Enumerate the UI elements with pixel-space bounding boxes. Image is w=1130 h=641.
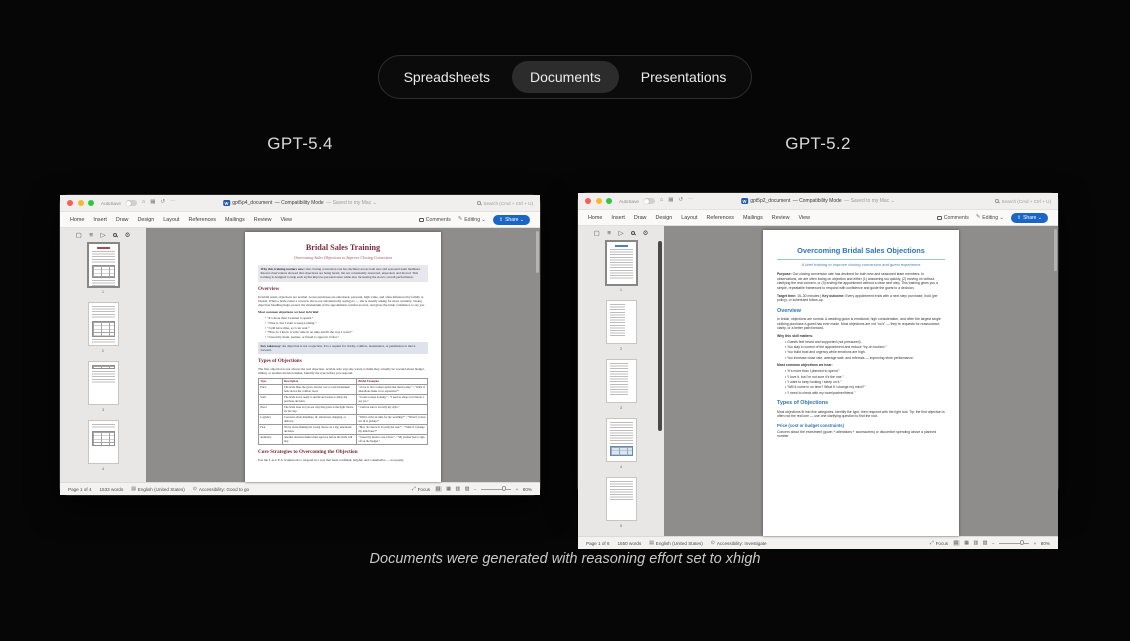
ribbon-tab-design[interactable]: Design xyxy=(655,214,673,221)
ribbon-right-group xyxy=(419,215,530,225)
ribbon-menu xyxy=(588,215,810,221)
table-cell: Worry about making the wrong choice on a big, emotional decision. xyxy=(282,425,356,435)
thumbnail-number: 2 xyxy=(619,346,623,351)
ribbon-tab-mailings[interactable]: Mailings xyxy=(225,216,245,223)
search-field[interactable] xyxy=(477,201,533,206)
doc-intro-callout xyxy=(258,265,428,282)
doc-bullet: • Guests feel heard and supported (not pressured). xyxy=(785,340,945,345)
table-cell: Logistics xyxy=(259,415,283,425)
page-icon[interactable]: ▢ xyxy=(75,232,82,239)
pencil-icon: ✎ xyxy=(457,215,463,222)
accessibility-status[interactable] xyxy=(193,487,249,492)
autosave-label: AutoSave xyxy=(619,198,639,204)
ribbon-tab-insert[interactable]: Insert xyxy=(93,216,107,223)
document-canvas[interactable] xyxy=(664,226,1058,536)
zoom-percent[interactable]: 80% xyxy=(522,486,532,492)
share-label: Share ⌄ xyxy=(505,216,524,223)
compatibility-mode-label: — Compatibility Mode xyxy=(274,200,324,206)
accessibility-icon: ⊙ xyxy=(192,486,197,492)
table-cell: Authority xyxy=(259,435,283,445)
doc-outcome-lead: Key outcome: xyxy=(822,293,845,298)
doc-bullet: • You increase close rate, average sale, and referrals — improving store performance. xyxy=(785,356,945,361)
outline-view-icon[interactable]: ▥ xyxy=(455,485,461,492)
doc-bullet: • You stay in control of the appointment and reduce “try-on tourism.” xyxy=(785,345,945,350)
more-icon[interactable]: ⋯ xyxy=(170,199,176,206)
doc-subtitle: A brief training to improve closing conversion and guest experience xyxy=(801,261,921,267)
table-cell: Fear xyxy=(259,425,283,435)
doc-subheading-price: Price (cost or budget constraints) xyxy=(777,422,845,428)
traffic-lights xyxy=(585,198,612,204)
ribbon-tab-draw[interactable]: Draw xyxy=(115,216,129,223)
more-icon[interactable]: ⋯ xyxy=(688,197,694,204)
tab-presentations[interactable]: Presentations xyxy=(640,69,727,85)
doc-paragraph: Concern about the investment (gown + alterations + accessories) or discomfort spending above a planned number. xyxy=(777,429,937,439)
zoom-slider[interactable] xyxy=(999,543,1029,544)
table-cell: “Will it arrive in time for my wedding?” / “What if it does not fit at pickup?” xyxy=(357,415,428,425)
dictionary-icon: ▤ xyxy=(649,540,654,546)
focus-label: Focus xyxy=(417,486,431,492)
share-icon: ⇧ xyxy=(498,216,504,223)
web-layout-view-icon[interactable]: ▦ xyxy=(964,539,969,546)
doc-list-lead: Why this skill matters: xyxy=(777,333,813,338)
share-button[interactable] xyxy=(1011,213,1048,223)
thumbnail-number: 1 xyxy=(101,289,105,294)
table-cell: “I need my mom to see it first.” / “My partner has to sign off on the budget.” xyxy=(357,435,428,445)
page-thumbnail[interactable] xyxy=(606,300,637,344)
thumbnail-number: 1 xyxy=(619,287,623,292)
reading-icon[interactable]: ▷ xyxy=(100,232,106,239)
doc-purpose-text: Our closing conversion rate has declined for both new and seasoned team members. In observations, we are often losing on objection and either (1) answering too quickly, (2) moving on without clarifying the real concern, or (3) ending the appointment without a clear next step. This training gives you a simple, repeatable framework to respond with confidence and guide the guest to a decision. xyxy=(777,272,938,290)
accessibility-status[interactable] xyxy=(711,541,767,546)
accessibility-label: Accessibility: Good to go xyxy=(198,486,250,492)
doc-list-lead: Most common objections we hear in bridal: xyxy=(258,310,320,315)
doc-bullet-list xyxy=(777,369,945,395)
zoom-in-button[interactable]: + xyxy=(1033,540,1037,546)
word-doc-icon: W xyxy=(742,198,747,204)
traffic-lights xyxy=(67,200,94,206)
table-cell: Price xyxy=(259,385,283,395)
doc-paragraph xyxy=(777,294,945,303)
language-label: English (United States) xyxy=(137,486,185,492)
sidebar-toolbar xyxy=(76,231,131,239)
table-row xyxy=(259,415,428,425)
zoom-percent[interactable]: 80% xyxy=(1040,540,1050,546)
maximize-icon[interactable] xyxy=(606,198,612,204)
headings-list-icon[interactable]: ≡ xyxy=(607,229,612,237)
word-window-left xyxy=(60,195,540,495)
word-doc-icon: W xyxy=(224,200,229,206)
ribbon-tab-review[interactable]: Review xyxy=(771,214,790,221)
model-label-left: GPT-5.4 xyxy=(267,134,333,153)
doc-takeaway-text: An objection is not a rejection. It is a request for clarity, comfort, reassurance, or permission to move forward. xyxy=(260,343,416,353)
ribbon-tab-home[interactable]: Home xyxy=(588,214,603,221)
page-thumbnail[interactable] xyxy=(88,302,119,346)
accessibility-label: Accessibility: Investigate xyxy=(716,540,767,546)
thumbnail-number: 3 xyxy=(101,407,105,412)
ribbon-right-group xyxy=(937,213,1048,223)
filename: gpt5p2_document xyxy=(750,198,791,204)
ribbon-tab-references[interactable]: References xyxy=(188,216,217,223)
document-scrollbar[interactable] xyxy=(536,231,539,273)
doc-bullet: • “I want to keep looking / sleep on it.” xyxy=(785,380,945,385)
language-status[interactable] xyxy=(649,541,703,546)
footer-caption: Documents were generated with reasoning effort set to xhigh xyxy=(369,551,761,567)
page-icon[interactable]: ▢ xyxy=(593,230,600,237)
ribbon-tab-design[interactable]: Design xyxy=(137,216,155,223)
objection-types-table xyxy=(258,378,428,446)
doc-bullet: • “I need to check with my mom/partner/friend.” xyxy=(785,391,945,396)
editing-label: Editing ⌄ xyxy=(464,216,486,223)
page-thumbnail[interactable] xyxy=(606,359,637,403)
table-cell: “I love it, but I cannot spend that much today.” / “What if alterations make it too expensive?” xyxy=(357,385,428,395)
autosave-toggle[interactable] xyxy=(126,200,137,206)
ribbon-tab-mailings[interactable]: Mailings xyxy=(743,214,763,221)
grid-icon[interactable]: ▦ xyxy=(668,197,674,204)
autosave-toggle[interactable] xyxy=(644,198,655,204)
titlebar-tools xyxy=(101,200,176,206)
document-title xyxy=(223,200,377,207)
focus-icon: ⤢ xyxy=(929,541,934,546)
page-thumbnail[interactable] xyxy=(88,361,119,405)
ribbon-tab-layout[interactable]: Layout xyxy=(163,216,180,223)
focus-button[interactable] xyxy=(930,540,948,546)
window-content xyxy=(60,228,540,482)
editing-label: Editing ⌄ xyxy=(982,214,1004,221)
home-icon[interactable]: ⌂ xyxy=(141,199,146,206)
titlebar-tools xyxy=(619,198,694,204)
doc-bullet: • “I love it, but I’m not sure it’s the one.” xyxy=(785,375,945,380)
table-row xyxy=(259,405,428,415)
maximize-icon[interactable] xyxy=(88,200,94,206)
table-cell: Concerns about timelines, fit, alterations, shipping, or delivery. xyxy=(282,415,356,425)
doc-target-text: 15–30 minutes | xyxy=(796,293,823,298)
doc-purpose-lead: Purpose: xyxy=(777,272,792,276)
page-thumbnail[interactable] xyxy=(88,243,119,287)
draft-view-icon[interactable]: ▧ xyxy=(464,485,470,492)
table-cell: Stall xyxy=(259,395,283,405)
autosave-label: AutoSave xyxy=(101,200,121,206)
outline-view-icon[interactable]: ▥ xyxy=(973,539,979,546)
comments-label: Comments xyxy=(425,216,451,223)
table-header: Description xyxy=(282,378,356,384)
pencil-icon: ✎ xyxy=(975,213,981,220)
table-cell: The bride is not ready to decide and wants to delay the purchase decision. xyxy=(282,395,356,405)
doc-bullet: • “I like it, but I want to keep looking.” xyxy=(265,321,428,325)
thumbnail-number: 4 xyxy=(619,464,623,469)
table-cell: “I want to keep looking.” / “I need to sleep on it before I say yes.” xyxy=(357,395,428,405)
table-cell: The bride does not yet see why this gown is the right choice for her day. xyxy=(282,405,356,415)
table-row xyxy=(259,395,428,405)
doc-heading-overview: Overview xyxy=(258,286,280,293)
share-button[interactable] xyxy=(493,215,530,225)
search-icon xyxy=(477,201,481,205)
search-hint: Search (Cmd + Ctrl + U) xyxy=(483,200,533,206)
ribbon-tab-layout[interactable]: Layout xyxy=(681,214,698,221)
doc-bullet: • “It’s more than I planned to spend.” xyxy=(785,369,945,374)
doc-paragraph: In bridal retail, objections are normal. Gown purchases are emotional, personal, high value, and often influenced by family or friends. When a bride raises a concern, she is not automatically saying no — she is usually asking for more certainty. Strong objection handling helps protect the momentum of the appointment, reinforces trust, and gives the bride confidence to say yes. xyxy=(258,294,425,308)
comment-bubble-icon xyxy=(419,218,424,222)
reading-icon[interactable]: ▷ xyxy=(618,230,624,237)
ribbon-tab-view[interactable]: View xyxy=(798,214,811,221)
close-icon[interactable] xyxy=(585,198,591,204)
doc-takeaway-lead: Key takeaway: xyxy=(260,343,282,348)
page-count[interactable]: Page 1 of 6 xyxy=(586,540,610,546)
editing-mode-button[interactable] xyxy=(458,217,486,223)
status-bar-right xyxy=(412,486,532,492)
language-status[interactable] xyxy=(131,487,185,492)
content-type-tab-bar xyxy=(0,55,1130,99)
doc-title: Bridal Sales Training xyxy=(305,243,381,252)
page-thumbnail[interactable] xyxy=(606,477,637,521)
ribbon-menu xyxy=(70,217,292,223)
doc-intro-text: Our closing conversion rate has declined across both new and seasoned team members. Recent observations showed that objections are being heard, but not consistently answered, unpacked, and moved. This training is designed to help each stylist improve personal sales while also increasing the store's overall performance. xyxy=(260,266,421,280)
doc-bullet: • You build trust and urgency while emotions are high. xyxy=(785,350,945,355)
status-bar xyxy=(578,536,1058,549)
comments-label: Comments xyxy=(943,214,969,221)
print-layout-view-icon[interactable]: ▤ xyxy=(435,485,441,492)
doc-bullet: • “I still have time, so I can wait.” xyxy=(265,326,428,330)
doc-paragraph: Most objections fit into five categories. Identify the type, then respond with the right tool. Tip: the first objection is often not the real one — use one clarifying question to find the root. xyxy=(777,409,945,419)
doc-intro-lead: Why this training matters now: xyxy=(260,266,305,271)
draft-view-icon[interactable]: ▧ xyxy=(982,539,988,546)
find-icon[interactable] xyxy=(631,231,635,235)
ribbon-tab-review[interactable]: Review xyxy=(253,216,272,223)
doc-heading-types: Types of Objections xyxy=(258,357,302,364)
comments-button[interactable] xyxy=(937,215,969,221)
find-icon[interactable] xyxy=(113,233,117,237)
tab-spreadsheets[interactable]: Spreadsheets xyxy=(403,69,490,85)
search-field[interactable] xyxy=(995,199,1051,204)
grid-icon[interactable]: ▦ xyxy=(150,199,156,206)
table-header: Type xyxy=(259,378,283,384)
table-cell: “I am not sure it is really my style.” xyxy=(357,405,428,415)
doc-heading-overview: Overview xyxy=(777,307,801,314)
dictionary-icon: ▤ xyxy=(131,486,136,492)
titlebar xyxy=(60,195,540,212)
doc-subtitle: Overcoming Sales Objections to Improve Closing Conversion xyxy=(293,255,393,261)
doc-bullet: • “How do I know it will come in on time and fit the way I want?” xyxy=(265,330,428,334)
compatibility-mode-label: — Compatibility Mode xyxy=(792,198,842,204)
doc-list-lead: Most common objections we hear: xyxy=(777,363,833,368)
tab-pill-container xyxy=(378,55,753,99)
table-cell: “How do I know it is really the one?” / “What if I change my mind later?” xyxy=(357,425,428,435)
ribbon-tab-references[interactable]: References xyxy=(706,214,735,221)
table-header: Bridal Examples xyxy=(357,378,428,384)
filename: gpt5p4_document xyxy=(232,200,273,206)
doc-heading-core-strategies: Core Strategies to Overcoming the Objection xyxy=(258,449,358,456)
status-bar xyxy=(60,482,540,495)
ribbon-tabs xyxy=(60,212,540,228)
zoom-out-button[interactable]: − xyxy=(473,486,477,492)
comment-bubble-icon xyxy=(937,216,942,220)
status-bar-right xyxy=(930,540,1050,546)
document-page[interactable] xyxy=(763,230,959,536)
window-content xyxy=(578,226,1058,536)
sidebar-scrollbar[interactable] xyxy=(658,241,662,431)
focus-icon: ⤢ xyxy=(411,487,416,492)
minimize-icon[interactable] xyxy=(596,198,602,204)
ribbon-tab-insert[interactable]: Insert xyxy=(611,214,625,221)
word-window-right xyxy=(578,193,1058,546)
headings-list-icon[interactable]: ≡ xyxy=(89,231,94,239)
gear-icon[interactable]: ⚙ xyxy=(124,232,131,239)
undo-icon[interactable]: ↺ xyxy=(678,197,684,204)
language-label: English (United States) xyxy=(655,540,703,546)
search-icon xyxy=(995,199,999,203)
print-layout-view-icon[interactable]: ▤ xyxy=(953,539,959,546)
page-count[interactable]: Page 1 of 4 xyxy=(68,486,92,492)
doc-bullet-list xyxy=(777,340,945,361)
doc-outcome-text: Every appointment ends with a next step: purchase, hold (per policy), or scheduled follow-up. xyxy=(777,293,938,303)
document-page[interactable] xyxy=(245,232,441,482)
thumbnail-sidebar xyxy=(60,228,146,482)
page-thumbnail[interactable] xyxy=(88,420,119,464)
thumbnail-sidebar xyxy=(578,226,664,536)
document-title xyxy=(741,198,895,205)
thumbnail-number: 5 xyxy=(619,523,623,528)
editing-mode-button[interactable] xyxy=(976,215,1004,221)
zoom-slider-knob[interactable] xyxy=(1020,540,1025,545)
thumbnail-number: 4 xyxy=(101,466,105,471)
ribbon-tabs xyxy=(578,210,1058,226)
table-row xyxy=(259,385,428,395)
doc-paragraph: Use the L.A.C.E.S. framework to respond in a way that feels confident, helpful, and consultative — not pushy. xyxy=(258,458,405,463)
zoom-slider-knob[interactable] xyxy=(502,486,507,491)
doc-bullet: • “It’s more than I wanted to spend.” xyxy=(265,316,428,320)
doc-paragraph xyxy=(777,272,945,291)
word-count[interactable]: 1550 words xyxy=(617,540,642,546)
table-row xyxy=(259,425,428,435)
thumbnail-number: 3 xyxy=(619,405,623,410)
undo-icon[interactable]: ↺ xyxy=(160,199,166,206)
zoom-out-button[interactable]: − xyxy=(991,540,995,546)
saved-location-label[interactable]: — Saved to my Mac ⌄ xyxy=(326,200,377,206)
comments-button[interactable] xyxy=(419,217,451,223)
ribbon-tab-home[interactable]: Home xyxy=(70,216,85,223)
accessibility-icon: ⊙ xyxy=(710,540,715,546)
table-cell: The bride likes the gown, but the cost or total investment feels above her comfort level. xyxy=(282,385,356,395)
share-label: Share ⌄ xyxy=(1023,214,1042,221)
saved-location-label[interactable]: — Saved to my Mac ⌄ xyxy=(844,198,895,204)
doc-paragraph: In bridal, objections are normal. A wedding gown is emotional, high consideration, and often the largest single clothing purchase a guest has ever made. Most objections are not “no’s” — they’re requests for reassurance, clarity, or a better path forward. xyxy=(777,317,941,331)
model-label-right: GPT-5.2 xyxy=(785,134,851,153)
page-thumbnail[interactable] xyxy=(606,241,637,285)
web-layout-view-icon[interactable]: ▦ xyxy=(446,485,451,492)
ribbon-tab-draw[interactable]: Draw xyxy=(633,214,647,221)
ribbon-tab-view[interactable]: View xyxy=(280,216,293,223)
doc-title: Overcoming Bridal Sales Objections xyxy=(777,246,945,260)
document-scrollbar[interactable] xyxy=(1054,229,1057,271)
page-thumbnail[interactable] xyxy=(606,418,637,462)
minimize-icon[interactable] xyxy=(78,200,84,206)
doc-heading-types: Types of Objections xyxy=(777,400,829,407)
doc-bullet: • “I need my mom, partner, or friend to approve it first.” xyxy=(265,335,428,339)
doc-key-takeaway-callout xyxy=(258,342,428,354)
search-hint: Search (Cmd + Ctrl + U) xyxy=(1001,198,1051,204)
table-cell: Need xyxy=(259,405,283,415)
close-icon[interactable] xyxy=(67,200,73,206)
word-count[interactable]: 1533 words xyxy=(99,486,124,492)
zoom-in-button[interactable]: + xyxy=(515,486,519,492)
document-canvas[interactable] xyxy=(146,228,540,482)
share-icon: ⇧ xyxy=(1016,214,1022,221)
zoom-slider[interactable] xyxy=(481,489,511,490)
doc-paragraph: The first objection is not always the real objection. A bride who says she wants to think may actually be worried about budget, timing, or another decision maker. Identify the type before you respond. xyxy=(258,366,425,375)
doc-bullet: • “Will it come in on time? What if I change my mind?” xyxy=(785,385,945,390)
thumbnail-number: 2 xyxy=(101,348,105,353)
table-row xyxy=(259,435,428,445)
home-icon[interactable]: ⌂ xyxy=(659,197,664,204)
tab-documents[interactable]: Documents xyxy=(512,61,619,93)
focus-label: Focus xyxy=(935,540,949,546)
gear-icon[interactable]: ⚙ xyxy=(642,230,649,237)
table-cell: Another decision maker must approve before the bride will buy. xyxy=(282,435,356,445)
doc-target-lead: Target time: xyxy=(777,293,797,298)
doc-bullet-list xyxy=(258,316,428,340)
titlebar xyxy=(578,193,1058,210)
sidebar-toolbar xyxy=(594,229,649,237)
focus-button[interactable] xyxy=(412,486,430,492)
